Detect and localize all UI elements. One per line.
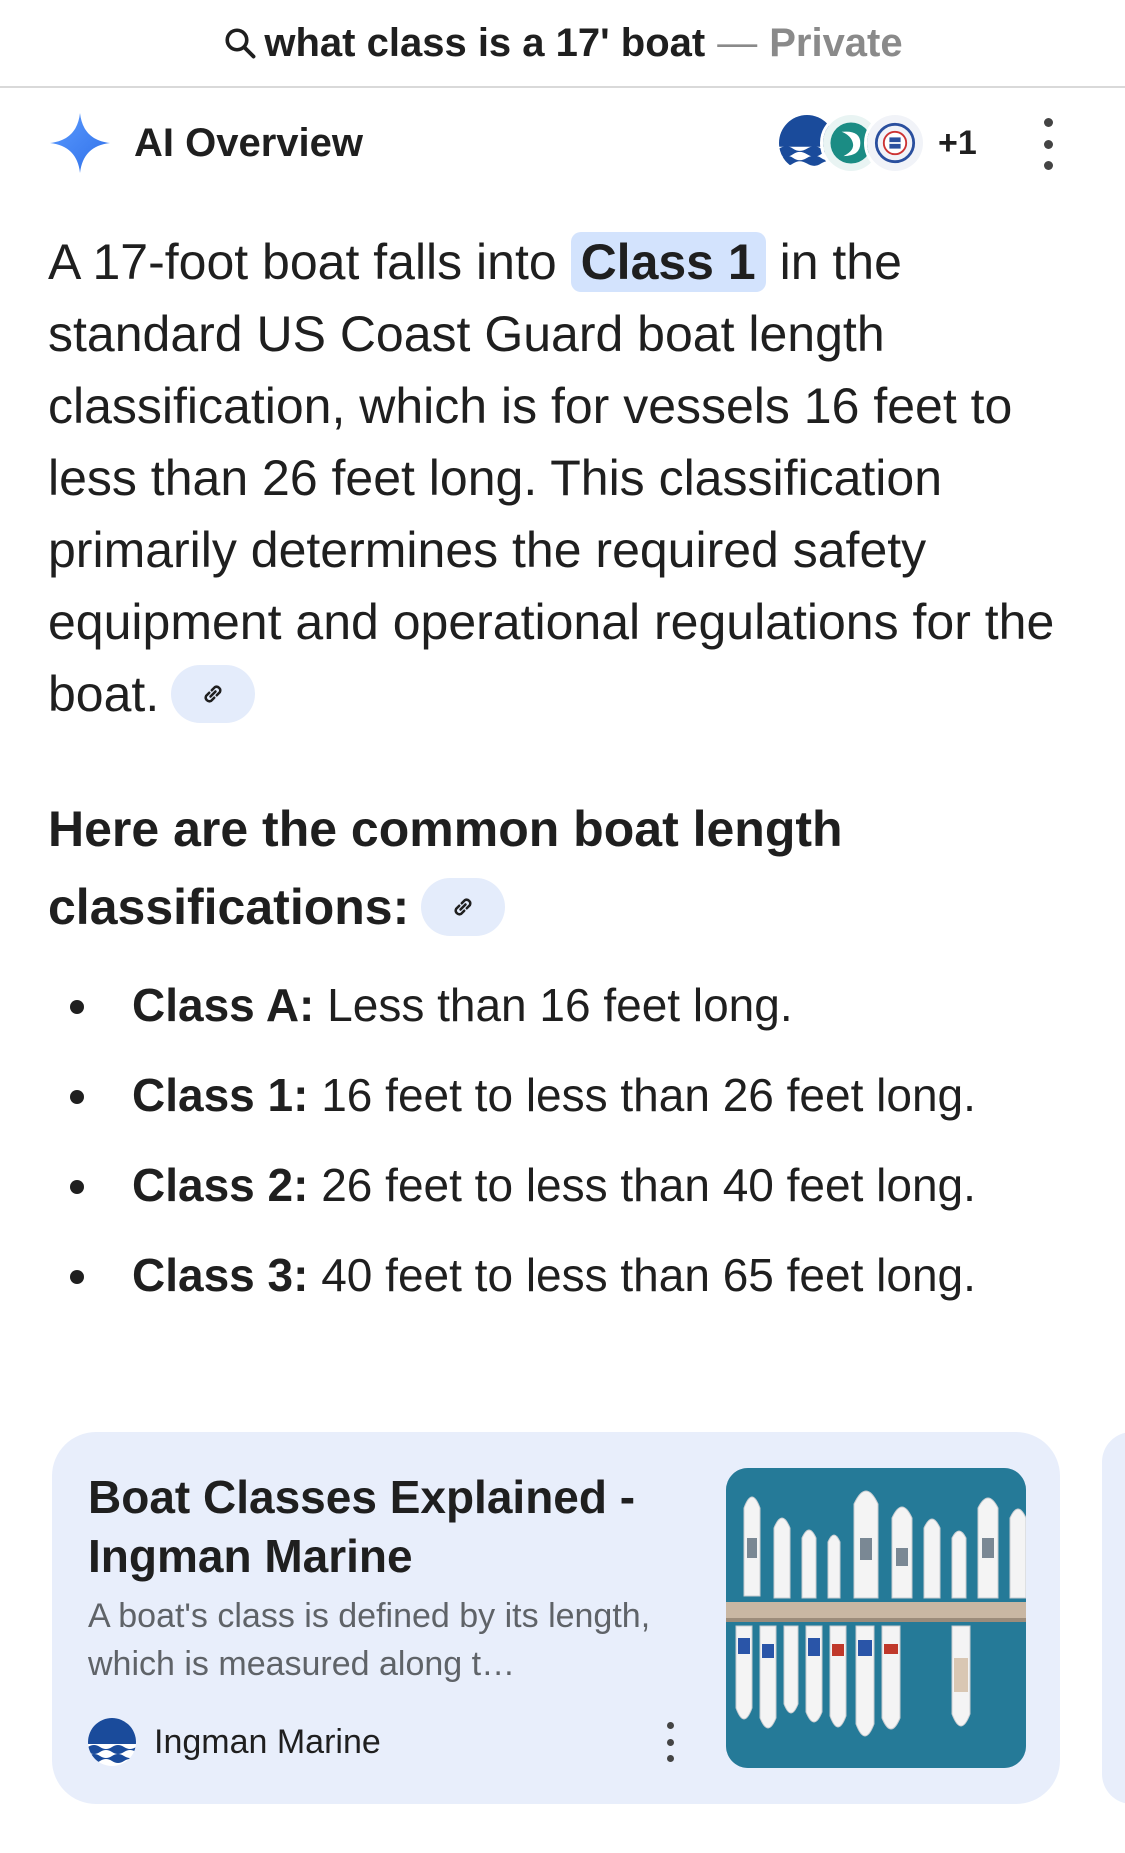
coast-guard-avatar[interactable] [864, 112, 926, 174]
list-item [48, 1150, 1088, 1240]
menu-dot [1044, 140, 1053, 149]
card-title[interactable]: Boat Classes Explained - Ingman Marine [88, 1471, 636, 1582]
ingman-marine-logo [88, 1718, 136, 1766]
search-query: what class is a 17' boat [264, 20, 706, 65]
summary-text-end: in the standard US Coast Guard boat length classification, which is for vessels 16 feet to less than 26 feet long. This classification primarily determines the required safety equipment and operational regulations for the boat. [48, 234, 1055, 722]
class-description: Less than 16 feet long. [314, 979, 793, 1031]
list-item [48, 1240, 1088, 1330]
menu-dot [667, 1755, 674, 1762]
summary-highlight: Class 1 [571, 232, 766, 292]
source-card[interactable] [52, 1432, 1060, 1804]
class-description: 16 feet to less than 26 feet long. [308, 1069, 976, 1121]
bullet [70, 1180, 84, 1194]
search-separator: — [717, 20, 758, 65]
source-avatars[interactable] [776, 110, 977, 176]
private-mode-label: Private [769, 20, 903, 65]
card-source [88, 1718, 381, 1766]
menu-dot [1044, 161, 1053, 170]
card-more-options-icon[interactable] [660, 1722, 680, 1762]
card-thumbnail-image [726, 1468, 1026, 1768]
summary-text-start: A 17-foot boat falls into [48, 234, 571, 290]
next-source-card[interactable] [1102, 1432, 1125, 1804]
link-icon [198, 679, 228, 709]
more-sources-count[interactable]: +1 [938, 123, 977, 162]
card-snippet: A boat's class is defined by its length, which is measured along t… [88, 1597, 651, 1683]
link-icon [448, 892, 478, 922]
more-options-icon[interactable] [1030, 118, 1066, 170]
bullet [70, 1270, 84, 1284]
search-bar[interactable] [0, 0, 1125, 88]
search-icon [222, 25, 258, 61]
menu-dot [667, 1722, 674, 1729]
class-label: Class 3: [132, 1249, 309, 1301]
menu-dot [667, 1739, 674, 1746]
class-description: 26 feet to less than 40 feet long. [308, 1159, 976, 1211]
ai-overview-title: AI Overview [134, 120, 364, 165]
citation-link-button[interactable] [171, 665, 255, 723]
classifications-heading-text: Here are the common boat length classifications: [48, 801, 843, 935]
class-label: Class 1: [132, 1069, 309, 1121]
class-description: 40 feet to less than 65 feet long. [308, 1249, 976, 1301]
list-item [48, 1060, 1088, 1150]
class-list [48, 970, 1088, 1330]
class-label: Class 2: [132, 1159, 309, 1211]
menu-dot [1044, 118, 1053, 127]
bullet [70, 1000, 84, 1014]
classifications-heading [48, 790, 1088, 946]
ai-spark-icon [48, 111, 112, 175]
overview-summary [48, 226, 1088, 730]
class-label: Class A: [132, 979, 315, 1031]
card-source-name: Ingman Marine [154, 1722, 381, 1761]
heading-citation-link-button[interactable] [421, 878, 505, 936]
bullet [70, 1090, 84, 1104]
list-item [48, 970, 1088, 1060]
